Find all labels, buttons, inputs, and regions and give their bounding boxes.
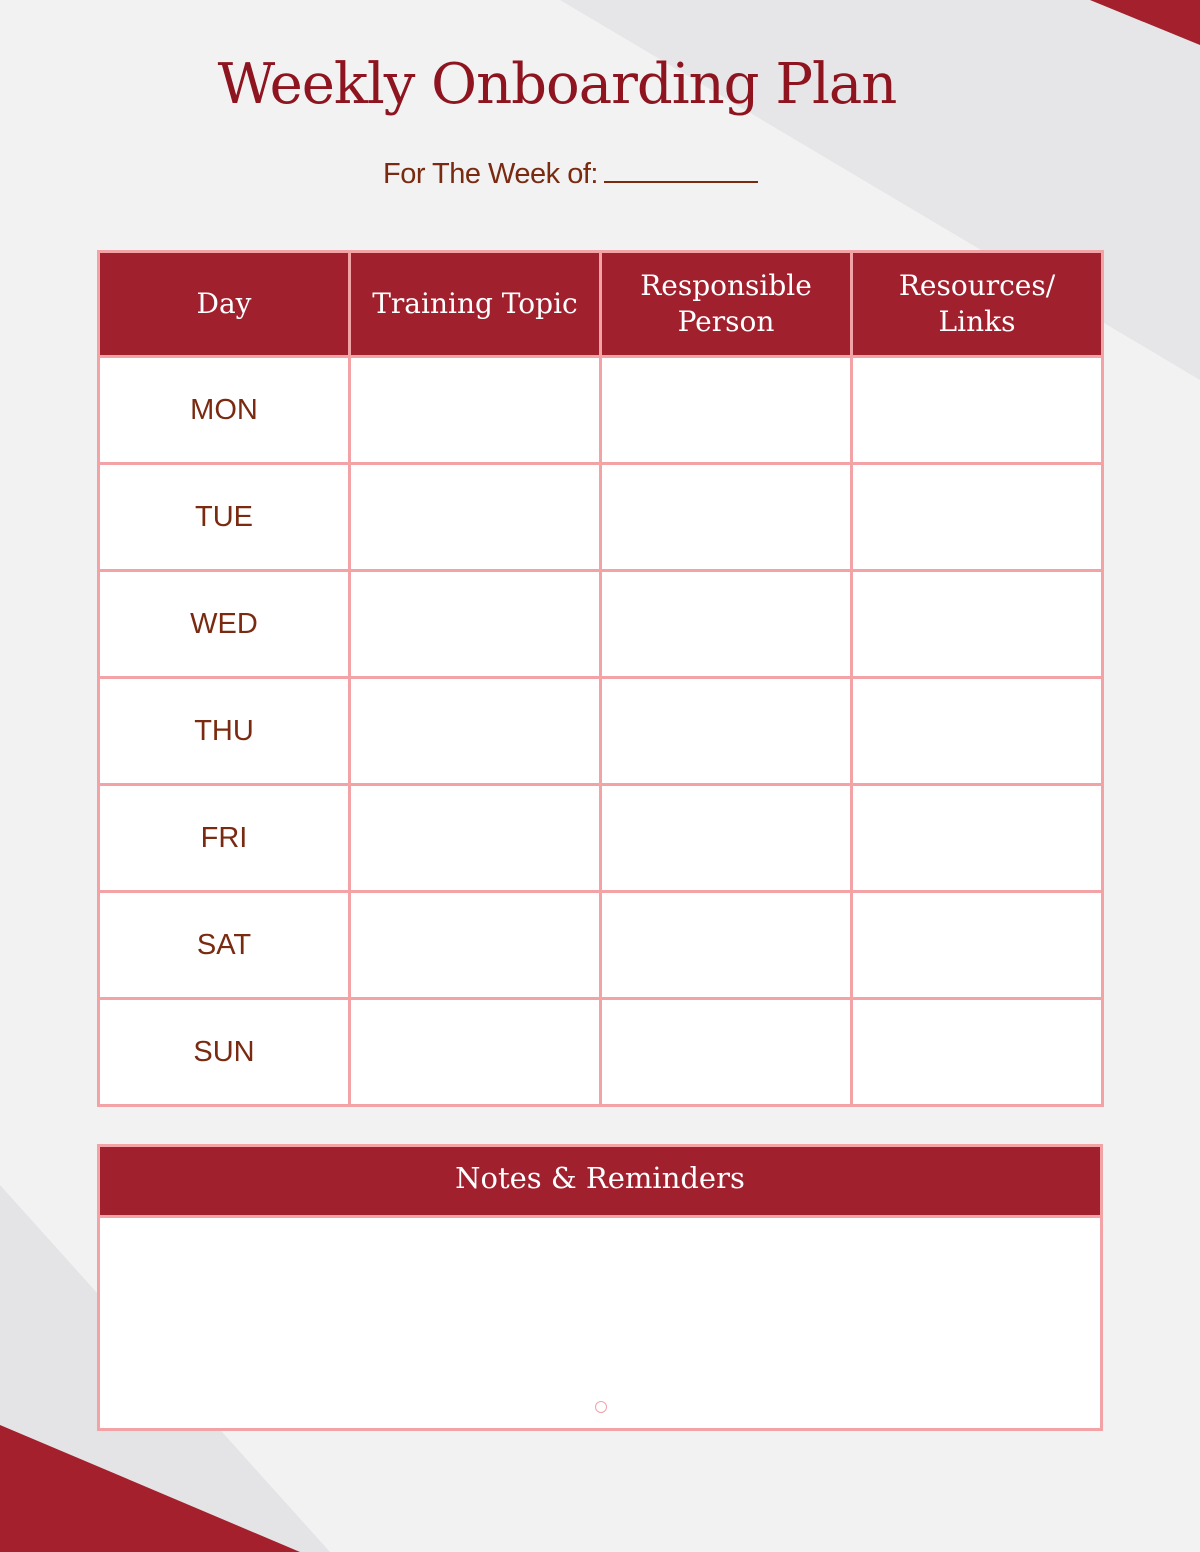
training-topic-cell[interactable] — [350, 464, 601, 571]
notes-title: Notes & Reminders — [100, 1147, 1100, 1218]
table-row — [99, 785, 1103, 892]
table-row — [99, 571, 1103, 678]
table-row — [99, 357, 1103, 464]
responsible-person-cell[interactable] — [601, 571, 852, 678]
resources-links-cell[interactable] — [852, 999, 1103, 1106]
resources-links-cell[interactable] — [852, 785, 1103, 892]
day-cell: SUN — [99, 999, 350, 1106]
day-cell: SAT — [99, 892, 350, 999]
training-topic-cell[interactable] — [350, 571, 601, 678]
header-training-topic: Training Topic — [350, 252, 601, 357]
notes-section — [97, 1144, 1103, 1431]
resources-links-cell[interactable] — [852, 678, 1103, 785]
header-responsible-person: Responsible Person — [601, 252, 852, 357]
table-row — [99, 678, 1103, 785]
table-row — [99, 999, 1103, 1106]
resources-links-cell[interactable] — [852, 571, 1103, 678]
day-cell: TUE — [99, 464, 350, 571]
responsible-person-cell[interactable] — [601, 464, 852, 571]
resources-links-cell[interactable] — [852, 892, 1103, 999]
responsible-person-cell[interactable] — [601, 357, 852, 464]
table-row — [99, 892, 1103, 999]
table-header-row — [99, 252, 1103, 357]
training-topic-cell[interactable] — [350, 357, 601, 464]
responsible-person-cell[interactable] — [601, 785, 852, 892]
responsible-person-cell[interactable] — [601, 678, 852, 785]
week-of-field — [383, 158, 758, 191]
header-resources-links: Resources/ Links — [852, 252, 1103, 357]
training-topic-cell[interactable] — [350, 678, 601, 785]
header-day: Day — [99, 252, 350, 357]
responsible-person-cell[interactable] — [601, 892, 852, 999]
day-cell: FRI — [99, 785, 350, 892]
day-cell: MON — [99, 357, 350, 464]
training-topic-cell[interactable] — [350, 785, 601, 892]
training-topic-cell[interactable] — [350, 999, 601, 1106]
week-of-label: For The Week of: — [383, 158, 598, 190]
resources-links-cell[interactable] — [852, 357, 1103, 464]
day-cell: THU — [99, 678, 350, 785]
anchor-dot-icon — [595, 1401, 607, 1413]
training-topic-cell[interactable] — [350, 892, 601, 999]
notes-body[interactable] — [100, 1218, 1100, 1428]
onboarding-table — [97, 250, 1104, 1107]
page-title: Weekly Onboarding Plan — [217, 52, 897, 117]
resources-links-cell[interactable] — [852, 464, 1103, 571]
day-cell: WED — [99, 571, 350, 678]
week-of-blank-line[interactable] — [604, 181, 758, 183]
table-row — [99, 464, 1103, 571]
responsible-person-cell[interactable] — [601, 999, 852, 1106]
